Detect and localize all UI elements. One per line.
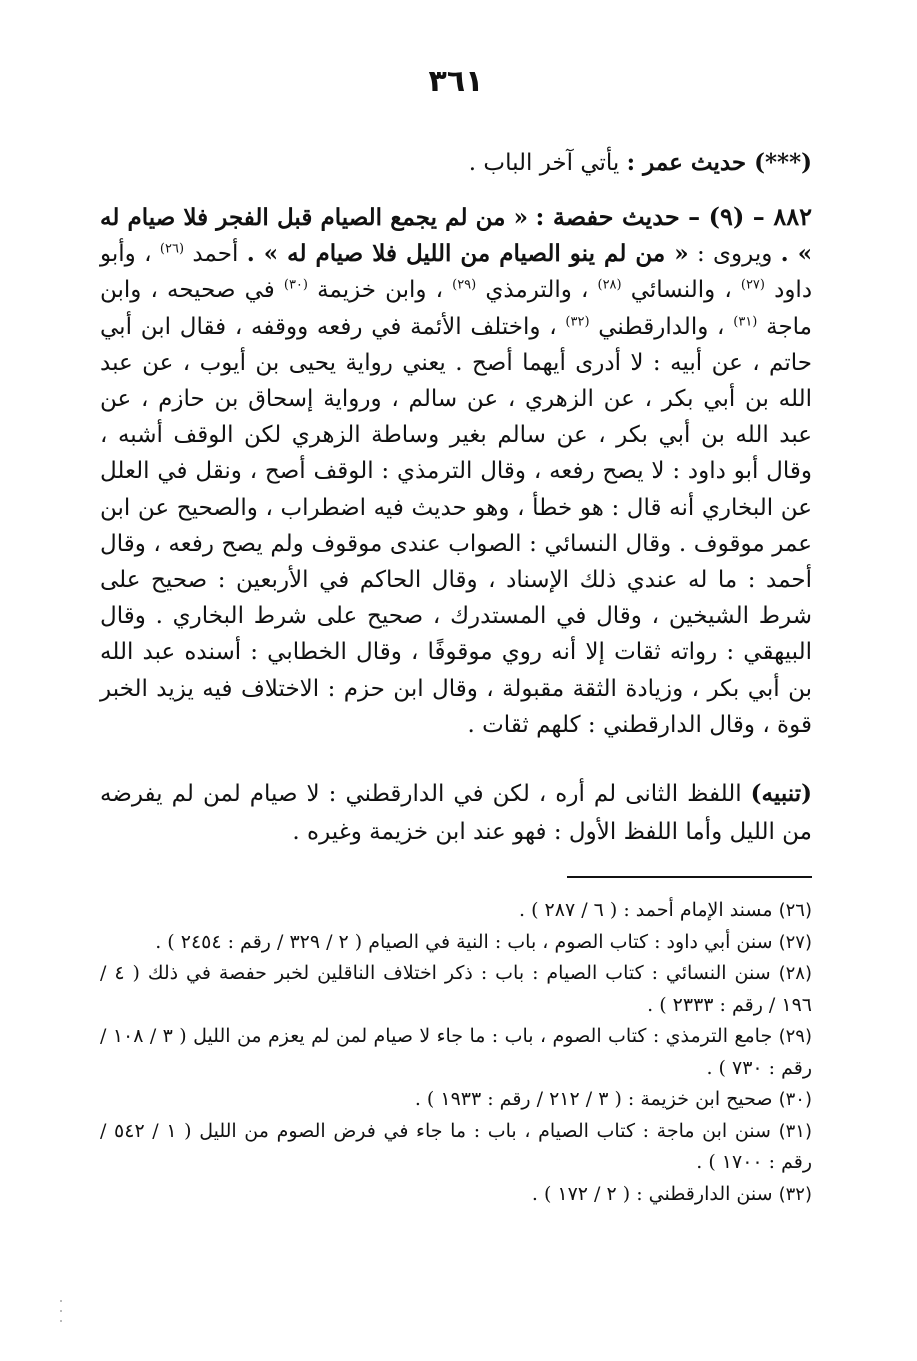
scan-dot <box>60 1320 62 1322</box>
footnote-ref-27[interactable]: (٢٧) <box>740 277 765 293</box>
page-number: ٣٦١ <box>428 64 484 99</box>
hadith-paragraph <box>100 199 812 743</box>
footnote-divider <box>567 876 812 878</box>
book-page <box>100 0 812 1361</box>
hadith-body: ، واختلف الأئمة في رفعه ووقفه ، فقال ابن أبي حاتم ، عن أبيه : لا أدرى أيهما أصح . يعني رواية يحيى بن أيوب ، عن عبد الله بن أبي بكر ، عن الزهري ، عن سالم ، ورواية إسحاق بن حازم ، عن عبد الله بن أبي بكر ، عن سالم بغير وساطة الزهري لكن الوقف أشبه ، وقال أبو داود : لا يصح رفعه ، وقال الترمذي : الوقف أصح ، ونقل في العلل عن البخاري أنه قال : هو خطأ ، وهو حديث فيه اضطراب ، والصحيح عن ابن عمر موقوف . وقال النسائي : الصواب عندى موقوف ولم يصح رفعه ، وقال أحمد : ما له عندي ذلك الإسناد ، وقال الحاكم في الأربعين : صحيح على شرط الشيخين ، وقال في المستدرك ، صحيح على شرط البخاري . وقال البيهقي : رواته ثقات إلا أنه روي موقوفًا ، وقال الخطابي : أسنده عبد الله بن أبي بكر ، وزيادة الثقة مقبولة ، وقال ابن حزم : الاختلاف فيه يزيد الخبر قوة ، وقال الدارقطني : كلهم ثقات . <box>100 313 812 738</box>
source-ibn-khuzayma: ، وابن خزيمة <box>317 277 444 304</box>
note-line <box>100 148 812 178</box>
riwaya-intro: ويروى : <box>696 241 773 268</box>
scan-dot <box>60 1300 62 1302</box>
scan-dot <box>60 1310 62 1312</box>
footnote-number: (٢٨) <box>778 963 812 984</box>
source-ahmad: أحمد <box>192 241 239 268</box>
footnote-28 <box>100 958 812 1021</box>
footnote-number: (٣١) <box>778 1120 812 1142</box>
footnote-31 <box>100 1116 812 1179</box>
riwaya-matn: « من لم ينو الصيام من الليل فلا صيام له » . <box>246 240 689 268</box>
footnote-text: سنن أبي داود : كتاب الصوم ، باب : النية في الصيام ( ٢ / ٣٢٩ / رقم : ٢٤٥٤ ) . <box>155 930 773 953</box>
footnote-26 <box>100 895 812 927</box>
tanbih-paragraph <box>100 775 812 851</box>
footnote-number: (٢٦) <box>778 900 812 921</box>
hadith-heading: ٨٨٢ – (٩) – حديث حفصة : <box>535 202 812 231</box>
source-abu-dawud: ، وأبو داود <box>100 241 813 304</box>
footnote-number: (٢٩) <box>778 1026 813 1047</box>
tanbih-lead: (تنبيه) <box>750 780 812 807</box>
source-nasai: ، والنسائي <box>630 277 732 304</box>
footnote-text: مسند الإمام أحمد : ( ٦ / ٢٨٧ ) . <box>519 899 773 921</box>
scan-margin-dots <box>60 1300 62 1340</box>
footnote-text: صحيح ابن خزيمة : ( ٣ / ٢١٢ / رقم : ١٩٣٣ ) . <box>414 1088 773 1110</box>
footnote-text: سنن الدارقطني : ( ٢ / ١٧٢ ) . <box>531 1182 773 1205</box>
footnote-text: جامع الترمذي : كتاب الصوم ، باب : ما جاء لا صيام لمن لم يعزم من الليل ( ٣ / ١٠٨ / رقم : ٧٣٠ ) . <box>100 1025 812 1079</box>
footnote-ref-29[interactable]: (٢٩) <box>452 277 477 293</box>
footnote-32 <box>100 1179 812 1211</box>
source-daraqutni: ، والدارقطني <box>598 313 725 340</box>
hadith-matn: « من لم يجمع الصيام قبل الفجر فلا صيام له » . <box>100 204 813 268</box>
footnote-ref-32[interactable]: (٣٢) <box>565 313 590 329</box>
footnote-number: (٢٧) <box>778 931 812 953</box>
footnote-number: (٣٠) <box>778 1089 812 1110</box>
note-lead: (***) حديث عمر : <box>626 149 812 176</box>
footnote-29 <box>100 1021 812 1084</box>
footnote-ref-26[interactable]: (٢٦) <box>159 241 185 257</box>
footnote-number: (٣٢) <box>778 1183 812 1205</box>
footnote-30 <box>100 1084 812 1116</box>
footnotes <box>100 895 812 1210</box>
note-text: يأتي آخر الباب . <box>468 150 620 176</box>
footnote-ref-30[interactable]: (٣٠) <box>283 277 308 293</box>
footnote-text: سنن ابن ماجة : كتاب الصيام ، باب : ما جاء في فرض الصوم من الليل ( ١ / ٥٤٢ / رقم : ١٧٠٠ ) . <box>100 1119 812 1173</box>
footnote-ref-28[interactable]: (٢٨) <box>597 277 622 293</box>
tanbih-text: اللفظ الثانى لم أره ، لكن في الدارقطني : لا صيام لمن لم يفرضه من الليل وأما اللفظ الأول : فهو عند ابن خزيمة وغيره . <box>100 781 812 845</box>
source-ibn-majah: في صحيحه ، وابن ماجة <box>100 277 812 340</box>
footnote-text: سنن النسائي : كتاب الصيام : باب : ذكر اختلاف الناقلين لخبر حفصة في ذلك ( ٤ / ١٩٦ / رقم : ٢٣٣٣ ) . <box>100 962 812 1016</box>
footnote-27 <box>100 927 812 959</box>
footnote-ref-31[interactable]: (٣١) <box>733 313 758 329</box>
source-tirmidhi: ، والترمذي <box>485 277 589 304</box>
